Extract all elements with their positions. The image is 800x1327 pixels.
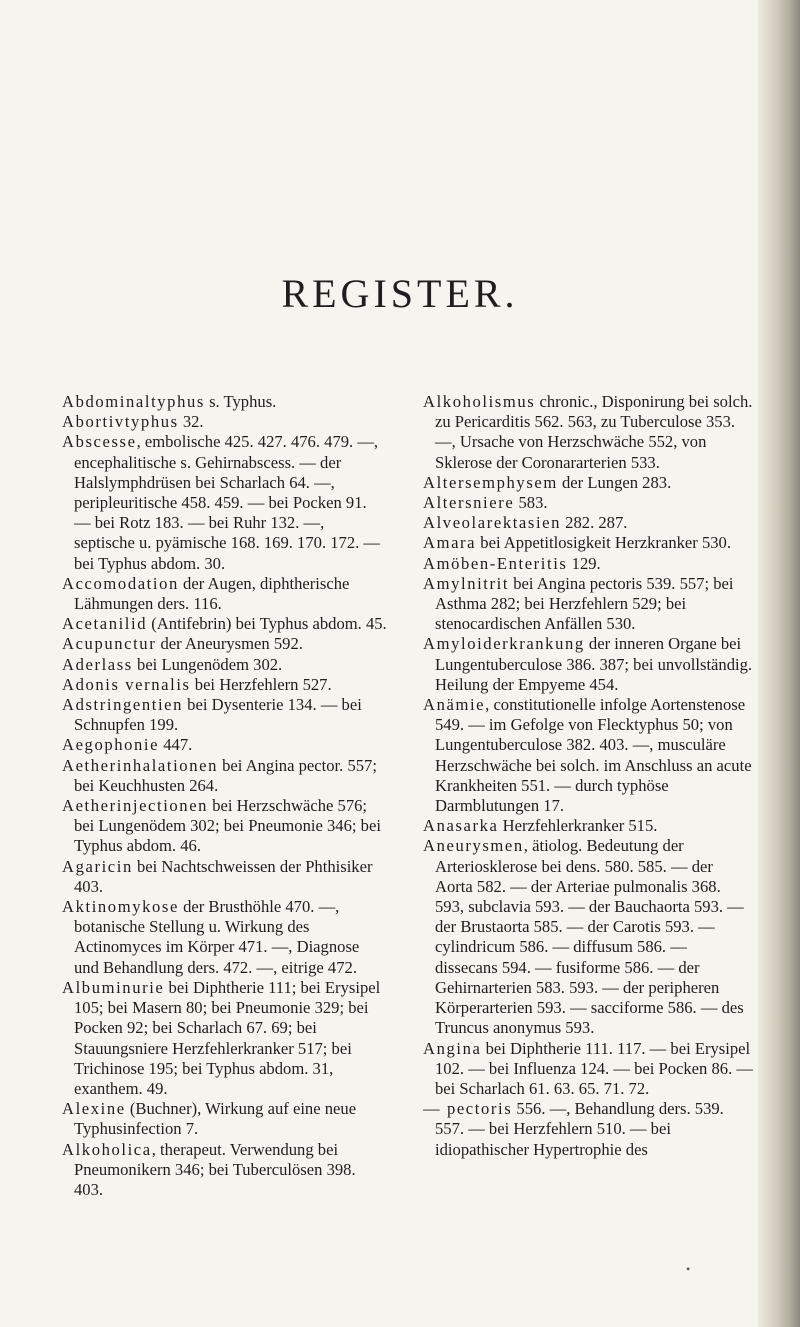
entry-head: Acupunctur — [62, 634, 157, 654]
register-entry — [423, 836, 753, 1038]
entry-head: — pectoris — [423, 1099, 513, 1119]
entry-head: Aetherinjectionen — [62, 796, 209, 816]
register-entry — [62, 675, 387, 695]
entry-text: , therapeut. Verwendung bei Pneumonikern 346; bei Tuberculösen 398. 403. — [74, 1139, 356, 1199]
entry-head: Abdominaltyphus — [62, 392, 205, 411]
entry-text: , ätiolog. Bedeutung der Arteriosklerose bei dens. 580. 585. — der Aorta 582. — der Arteriae pulmonalis 368. 593, subclavia 593. — der Bauchaorta 593. — der Brustaorta 585. — der Carotis 593. — cylindricum 586. — diffusum 586. — dissecans 594. — fusiforme 586. — der Gehirnarterien 583. 593. — der peripheren Körperarterien 593. — sacciforme 586. — des Truncus anonymus 593. — [435, 836, 744, 1038]
register-entry — [423, 574, 753, 635]
register-entry — [423, 513, 753, 533]
entry-head: Altersemphysem — [423, 472, 558, 492]
entry-text: der Brusthöhle 470. —, botanische Stellung u. Wirkung des Actinomyces im Körper 471. —, Diagnose und Behandlung ders. 472. —, eitrige 472. — [74, 897, 360, 977]
entry-head: Albuminurie — [62, 977, 165, 997]
entry-text: 129. — [567, 553, 601, 573]
entry-text: bei Dysenterie 134. — bei Schnupfen 199. — [74, 695, 362, 735]
entry-text: chronic., Disponirung bei solch. zu Pericarditis 562. 563, zu Tuberculose 353. —, Ursache von Herzschwäche 552, von Sklerose der Coronararterien 533. — [435, 392, 753, 472]
register-entry — [62, 756, 387, 796]
entry-text: bei Appetitlosigkeit Herzkranker 530. — [476, 533, 731, 553]
register-entry — [62, 1099, 387, 1139]
entry-text: 282. 287. — [561, 513, 628, 533]
entry-text: der Aneurysmen 592. — [156, 634, 303, 654]
register-entry — [62, 857, 387, 897]
register-entry — [62, 735, 387, 755]
register-entry — [423, 1099, 753, 1160]
entry-text: der inneren Organe bei Lungentuberculose 386. 387; bei unvollständig. Heilung der Empyeme 454. — [435, 634, 753, 694]
entry-text: 556. —, Behandlung ders. 539. 557. — bei Herzfehlern 510. — bei idiopathischer Hypertrophie des — [435, 1099, 724, 1159]
register-entry — [423, 533, 753, 553]
entry-head: Anasarka — [423, 816, 499, 836]
register-column-left — [62, 392, 387, 1200]
entry-text: der Lungen 283. — [557, 472, 672, 492]
entry-head: Altersniere — [423, 493, 515, 513]
register-entry — [62, 1140, 387, 1201]
entry-head: Alveolarektasien — [423, 513, 562, 533]
entry-text: bei Diphtherie 111. 117. — bei Erysipel 102. — bei Influenza 124. — bei Pocken 86. — bei Scharlach 61. 63. 65. 71. 72. — [435, 1038, 753, 1098]
register-entry — [423, 816, 753, 836]
entry-head: Amylnitrit — [423, 573, 510, 593]
register-column-right — [423, 392, 753, 1160]
footer-mark: • — [686, 1262, 691, 1276]
register-entry — [423, 695, 753, 816]
entry-head: Adonis vernalis — [62, 674, 191, 694]
entry-text: s. Typhus. — [204, 392, 277, 411]
entry-text: , embolische 425. 427. 476. 479. —, encephalitische s. Gehirnabscess. — der Halslymphdrüsen bei Scharlach 64. —, peripleuritische 458. 459. — bei Pocken 91. — bei Rotz 183. — bei Ruhr 132. —, septische u. pyämische 168. 169. 170. 172. — bei Typhus abdom. 30. — [74, 432, 381, 573]
entry-head: Angina — [423, 1038, 482, 1058]
entry-text: (Buchner), Wirkung auf eine neue Typhusinfection 7. — [74, 1099, 357, 1139]
register-entry — [62, 634, 387, 654]
entry-text: der Augen, diphtherische Lähmungen ders. 116. — [74, 573, 350, 614]
entry-head: Aktinomykose — [62, 897, 179, 917]
entry-head: Aetherinhalationen — [62, 755, 218, 775]
entry-head: Amara — [423, 533, 477, 553]
register-entry — [62, 897, 387, 978]
page-title: REGISTER. — [281, 271, 519, 316]
register-entry — [423, 634, 753, 695]
entry-text: (Antifebrin) bei Typhus abdom. 45. — [147, 614, 387, 634]
register-entry — [423, 493, 753, 513]
entry-text: 447. — [159, 735, 193, 755]
entry-head: Aderlass — [62, 654, 133, 674]
register-entry — [62, 574, 387, 614]
entry-head: Amyloiderkrankung — [423, 634, 585, 654]
entry-text: bei Diphtherie 111; bei Erysipel 105; bei Masern 80; bei Pneumonie 329; bei Pocken 92; bei Scharlach 67. 69; bei Stauungsniere Herzfehlerkranker 517; bei Trichinose 195; bei Typhus abdom. 31, exanthem. 49. — [74, 977, 381, 1098]
entry-text: bei Angina pectoris 539. 557; bei Asthma 282; bei Herzfehlern 529; bei stenocardischen Anfällen 530. — [435, 573, 734, 634]
register-entry — [62, 655, 387, 675]
entry-head: Alkoholismus — [423, 392, 536, 411]
entry-head: Alexine — [62, 1099, 126, 1119]
entry-text: bei Lungenödem 302. — [132, 654, 283, 674]
entry-head: Amöben-Enteritis — [423, 553, 568, 573]
entry-head: Abscesse — [62, 432, 137, 452]
register-entry — [62, 412, 387, 432]
entry-head: Alkoholica — [62, 1139, 152, 1159]
register-entry — [423, 1039, 753, 1100]
entry-head: Aegophonie — [62, 735, 160, 755]
page-edge-shadow — [758, 0, 800, 1327]
entry-text: Herzfehlerkranker 515. — [498, 816, 658, 836]
register-entry — [423, 392, 753, 473]
entry-text: 583. — [514, 493, 548, 513]
entry-text: 32. — [178, 412, 204, 432]
entry-head: Adstringentien — [62, 695, 184, 715]
entry-head: Agaricin — [62, 856, 133, 876]
entry-text: bei Herzschwäche 576; bei Lungenödem 302; bei Pneumonie 346; bei Typhus abdom. 46. — [74, 796, 381, 856]
entry-text: , constitutionelle infolge Aortenstenose 549. — im Gefolge von Flecktyphus 50; von Lungentuberculose 382. 403. —, musculäre Herzschwäche bei solch. im Anschluss an acute Krankheiten 551. — durch typhöse Darmblutungen 17. — [435, 695, 752, 816]
entry-head: Anämie — [423, 695, 486, 715]
register-entry — [62, 695, 387, 735]
entry-head: Abortivtyphus — [62, 412, 179, 432]
entry-text: bei Herzfehlern 527. — [190, 674, 332, 694]
register-entry — [62, 432, 387, 573]
register-entry — [423, 554, 753, 574]
register-entry — [62, 614, 387, 634]
register-entry — [62, 978, 387, 1099]
entry-head: Aneurysmen — [423, 836, 524, 856]
entry-head: Accomodation — [62, 573, 179, 593]
entry-head: Acetanilid — [62, 614, 148, 634]
register-entry — [62, 796, 387, 857]
register-entry — [62, 392, 387, 412]
entry-text: bei Nachtschweissen der Phthisiker 403. — [74, 856, 373, 896]
entry-text: bei Angina pector. 557; bei Keuchhusten 264. — [74, 755, 377, 795]
register-entry — [423, 473, 753, 493]
